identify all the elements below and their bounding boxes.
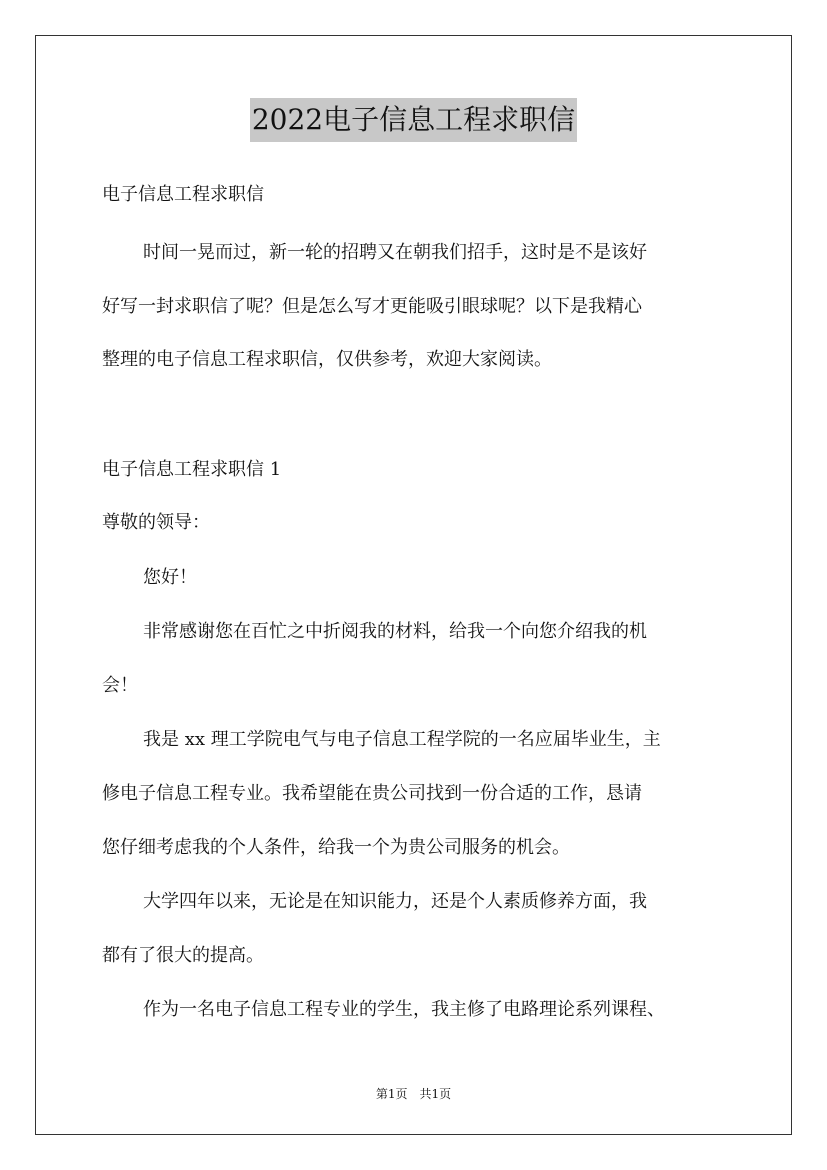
body-line: 大学四年以来，无论是在知识能力，还是个人素质修养方面，我	[143, 891, 647, 912]
body-line: 都有了很大的提高。	[102, 945, 264, 966]
intro-line: 整理的电子信息工程求职信，仅供参考，欢迎大家阅读。	[102, 349, 552, 370]
title-block	[0, 98, 827, 142]
body-line: 作为一名电子信息工程专业的学生，我主修了电路理论系列课程、	[143, 999, 665, 1020]
body-line: 您仔细考虑我的个人条件，给我一个为贵公司服务的机会。	[102, 837, 570, 858]
section-heading: 电子信息工程求职信 1	[102, 459, 282, 480]
subtitle: 电子信息工程求职信	[102, 184, 264, 205]
document-title: 2022电子信息工程求职信	[250, 98, 577, 142]
salutation: 尊敬的领导：	[102, 512, 210, 533]
body-line: 修电子信息工程专业。我希望能在贵公司找到一份合适的工作，恳请	[102, 783, 642, 804]
page-footer: 第1页 共1页	[375, 1087, 452, 1101]
body-line: 非常感谢您在百忙之中折阅我的材料，给我一个向您介绍我的机	[143, 621, 647, 642]
intro-line: 时间一晃而过，新一轮的招聘又在朝我们招手，这时是不是该好	[143, 242, 647, 263]
intro-line: 好写一封求职信了呢？但是怎么写才更能吸引眼球呢？以下是我精心	[102, 296, 642, 317]
body-line: 会！	[102, 675, 138, 696]
greeting: 您好！	[143, 567, 197, 588]
body-line: 我是 xx 理工学院电气与电子信息工程学院的一名应届毕业生，主	[143, 729, 661, 750]
